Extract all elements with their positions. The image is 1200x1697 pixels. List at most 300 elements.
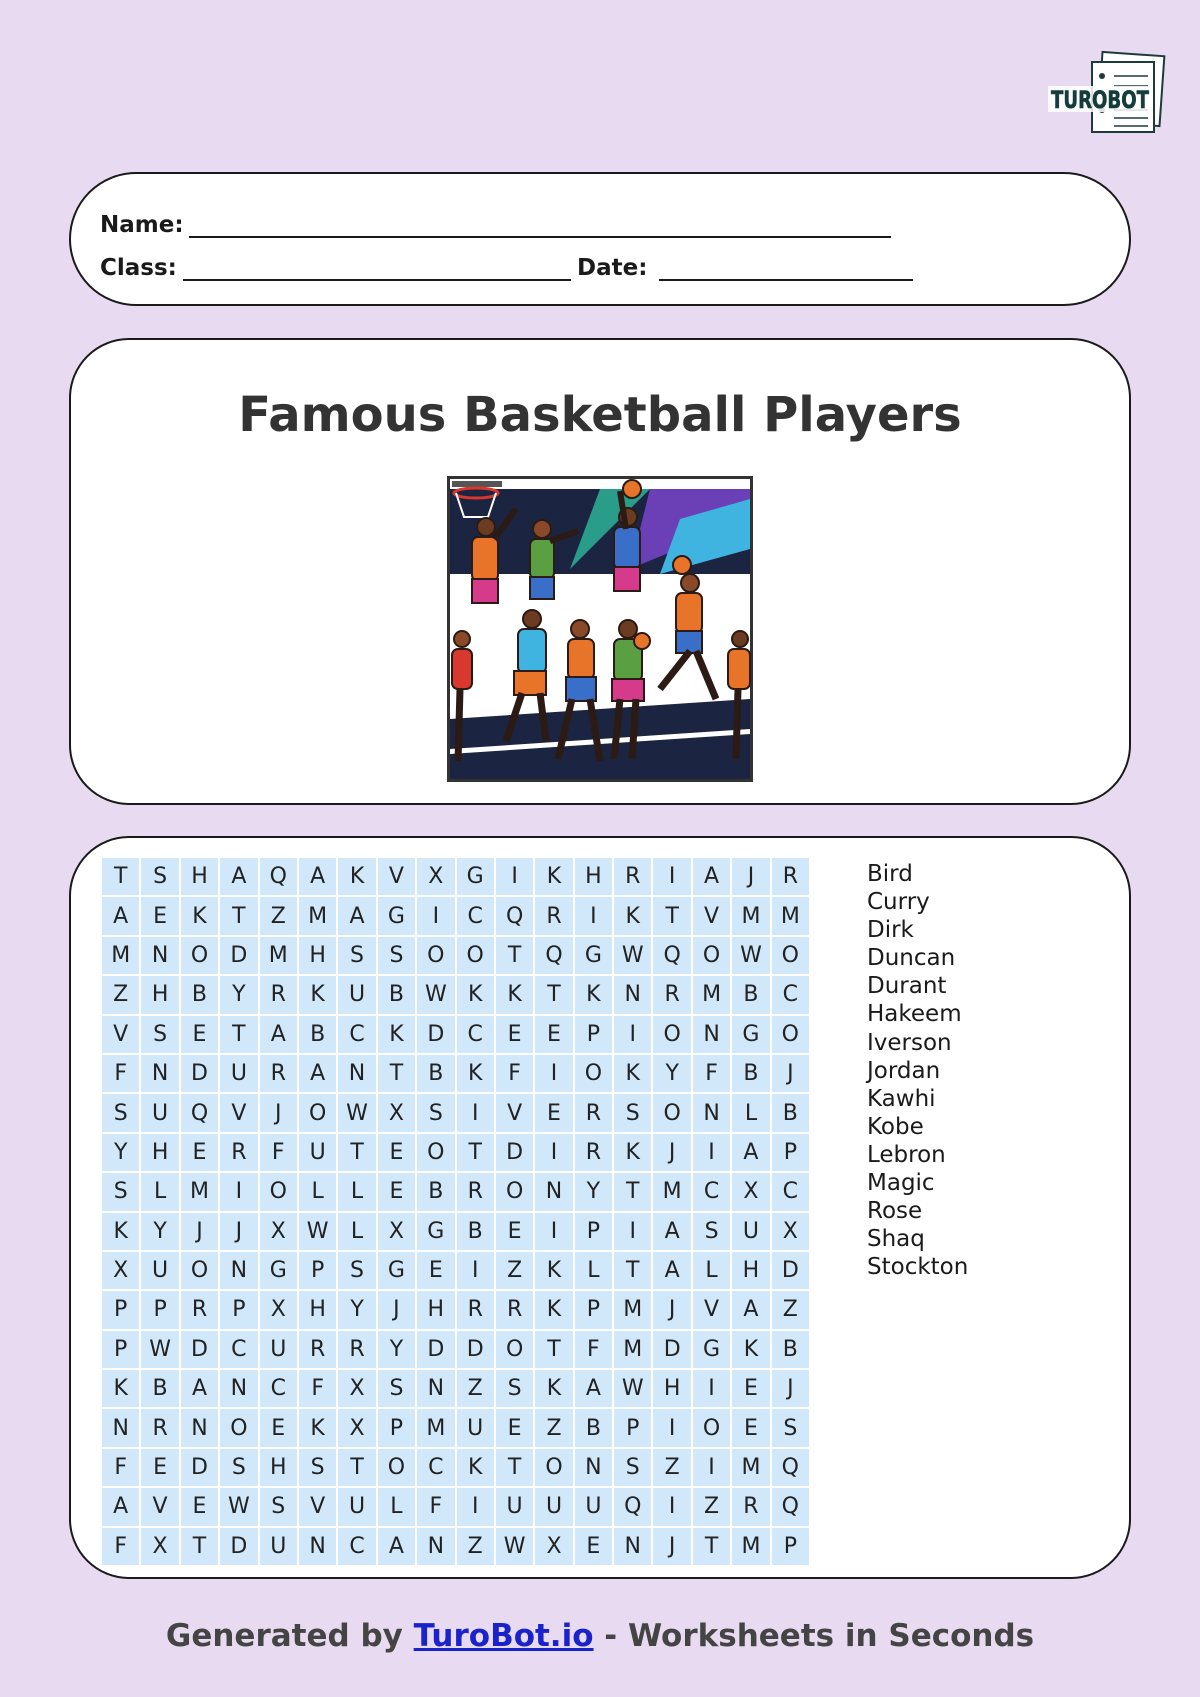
grid-cell[interactable]: R [535,897,572,934]
date-line[interactable] [659,279,913,281]
grid-cell[interactable]: B [732,1055,769,1092]
grid-cell[interactable]: S [141,858,178,895]
grid-cell[interactable]: S [220,1449,257,1486]
grid-cell[interactable]: E [535,1094,572,1131]
grid-cell[interactable]: H [299,937,336,974]
grid-cell[interactable]: K [181,897,218,934]
grid-cell[interactable]: I [457,1252,494,1289]
grid-cell[interactable]: A [102,897,139,934]
grid-cell[interactable]: Y [220,976,257,1013]
grid-cell[interactable]: N [417,1370,454,1407]
grid-cell[interactable]: B [378,976,415,1013]
grid-cell[interactable]: O [181,1252,218,1289]
grid-cell[interactable]: P [772,1528,809,1565]
grid-cell[interactable]: Y [575,1173,612,1210]
grid-cell[interactable]: R [575,1134,612,1171]
grid-cell[interactable]: B [417,1055,454,1092]
grid-cell[interactable]: L [378,1488,415,1525]
grid-cell[interactable]: M [732,897,769,934]
grid-cell[interactable]: J [653,1134,690,1171]
grid-cell[interactable]: B [772,1331,809,1368]
grid-cell[interactable]: A [732,1291,769,1328]
grid-cell[interactable]: V [378,858,415,895]
grid-cell[interactable]: N [417,1528,454,1565]
grid-cell[interactable]: A [653,1252,690,1289]
grid-cell[interactable]: I [575,897,612,934]
grid-cell[interactable]: E [378,1173,415,1210]
grid-cell[interactable]: U [260,1331,297,1368]
grid-cell[interactable]: M [417,1409,454,1446]
grid-cell[interactable]: M [181,1173,218,1210]
grid-cell[interactable]: O [260,1173,297,1210]
grid-cell[interactable]: D [653,1331,690,1368]
grid-cell[interactable]: N [575,1449,612,1486]
grid-cell[interactable]: H [417,1291,454,1328]
grid-cell[interactable]: N [220,1370,257,1407]
grid-cell[interactable]: I [653,858,690,895]
grid-cell[interactable]: H [575,858,612,895]
grid-cell[interactable]: U [535,1488,572,1525]
grid-cell[interactable]: T [220,1016,257,1053]
grid-cell[interactable]: K [378,1016,415,1053]
grid-cell[interactable]: E [141,1449,178,1486]
grid-cell[interactable]: S [496,1370,533,1407]
grid-cell[interactable]: Y [338,1291,375,1328]
grid-cell[interactable]: U [338,1488,375,1525]
grid-cell[interactable]: K [457,1055,494,1092]
grid-cell[interactable]: F [102,1055,139,1092]
grid-cell[interactable]: O [496,1173,533,1210]
grid-cell[interactable]: X [378,1094,415,1131]
grid-cell[interactable]: J [772,1370,809,1407]
grid-cell[interactable]: P [102,1291,139,1328]
grid-cell[interactable]: P [299,1252,336,1289]
grid-cell[interactable]: X [260,1213,297,1250]
grid-cell[interactable]: A [653,1213,690,1250]
grid-cell[interactable]: P [575,1291,612,1328]
grid-cell[interactable]: H [141,1134,178,1171]
grid-cell[interactable]: S [378,1370,415,1407]
grid-cell[interactable]: F [575,1331,612,1368]
grid-cell[interactable]: S [693,1213,730,1250]
grid-cell[interactable]: D [181,1331,218,1368]
grid-cell[interactable]: F [102,1449,139,1486]
grid-cell[interactable]: W [496,1528,533,1565]
grid-cell[interactable]: I [496,858,533,895]
grid-cell[interactable]: L [338,1173,375,1210]
grid-cell[interactable]: O [653,1016,690,1053]
grid-cell[interactable]: I [535,1055,572,1092]
grid-cell[interactable]: S [417,1094,454,1131]
grid-cell[interactable]: I [693,1370,730,1407]
grid-cell[interactable]: O [220,1409,257,1446]
grid-cell[interactable]: U [299,1134,336,1171]
grid-cell[interactable]: W [299,1213,336,1250]
grid-cell[interactable]: Z [653,1449,690,1486]
grid-cell[interactable]: C [772,1173,809,1210]
grid-cell[interactable]: Y [102,1134,139,1171]
grid-cell[interactable]: D [220,1528,257,1565]
grid-cell[interactable]: F [417,1488,454,1525]
grid-cell[interactable]: H [141,976,178,1013]
turobot-link[interactable]: TuroBot.io [413,1618,594,1654]
grid-cell[interactable]: K [102,1213,139,1250]
grid-cell[interactable]: V [299,1488,336,1525]
grid-cell[interactable]: F [260,1134,297,1171]
grid-cell[interactable]: I [693,1134,730,1171]
grid-cell[interactable]: S [614,1094,651,1131]
grid-cell[interactable]: E [732,1409,769,1446]
grid-cell[interactable]: N [614,976,651,1013]
grid-cell[interactable]: K [496,976,533,1013]
grid-cell[interactable]: D [457,1331,494,1368]
grid-cell[interactable]: U [141,1094,178,1131]
grid-cell[interactable]: E [181,1016,218,1053]
grid-cell[interactable]: K [614,1134,651,1171]
grid-cell[interactable]: K [614,897,651,934]
grid-cell[interactable]: A [299,858,336,895]
grid-cell[interactable]: S [338,937,375,974]
grid-cell[interactable]: Z [260,897,297,934]
grid-cell[interactable]: F [299,1370,336,1407]
name-line[interactable] [189,236,891,238]
grid-cell[interactable]: S [378,937,415,974]
grid-cell[interactable]: O [772,937,809,974]
grid-cell[interactable]: K [338,858,375,895]
grid-cell[interactable]: K [102,1370,139,1407]
grid-cell[interactable]: Q [260,858,297,895]
grid-cell[interactable]: N [141,937,178,974]
grid-cell[interactable]: K [575,976,612,1013]
grid-cell[interactable]: T [220,897,257,934]
grid-cell[interactable]: U [141,1252,178,1289]
grid-cell[interactable]: Z [102,976,139,1013]
grid-cell[interactable]: M [732,1528,769,1565]
grid-cell[interactable]: V [102,1016,139,1053]
grid-cell[interactable]: S [102,1094,139,1131]
grid-cell[interactable]: T [338,1449,375,1486]
grid-cell[interactable]: I [220,1173,257,1210]
grid-cell[interactable]: A [220,858,257,895]
grid-cell[interactable]: O [496,1331,533,1368]
grid-cell[interactable]: T [338,1134,375,1171]
grid-cell[interactable]: O [653,1094,690,1131]
grid-cell[interactable]: B [732,976,769,1013]
grid-cell[interactable]: G [457,858,494,895]
grid-cell[interactable]: Z [457,1528,494,1565]
grid-cell[interactable]: O [299,1094,336,1131]
grid-cell[interactable]: X [338,1370,375,1407]
grid-cell[interactable]: D [220,937,257,974]
grid-cell[interactable]: L [732,1094,769,1131]
grid-cell[interactable]: G [260,1252,297,1289]
grid-cell[interactable]: R [457,1173,494,1210]
grid-cell[interactable]: E [181,1488,218,1525]
grid-cell[interactable]: E [535,1016,572,1053]
grid-cell[interactable]: O [772,1016,809,1053]
grid-cell[interactable]: K [457,976,494,1013]
grid-cell[interactable]: G [378,1252,415,1289]
grid-cell[interactable]: W [141,1331,178,1368]
grid-cell[interactable]: Y [378,1331,415,1368]
grid-cell[interactable]: S [141,1016,178,1053]
grid-cell[interactable]: M [614,1291,651,1328]
grid-cell[interactable]: P [378,1409,415,1446]
grid-cell[interactable]: P [141,1291,178,1328]
grid-cell[interactable]: R [141,1409,178,1446]
grid-cell[interactable]: D [417,1331,454,1368]
grid-cell[interactable]: P [614,1409,651,1446]
grid-cell[interactable]: R [575,1094,612,1131]
grid-cell[interactable]: P [575,1016,612,1053]
grid-cell[interactable]: G [378,897,415,934]
grid-cell[interactable]: D [181,1055,218,1092]
grid-cell[interactable]: O [693,1409,730,1446]
grid-cell[interactable]: C [693,1173,730,1210]
grid-cell[interactable]: P [220,1291,257,1328]
grid-cell[interactable]: J [772,1055,809,1092]
grid-cell[interactable]: E [141,897,178,934]
grid-cell[interactable]: T [614,1252,651,1289]
grid-cell[interactable]: P [102,1331,139,1368]
grid-cell[interactable]: B [181,976,218,1013]
grid-cell[interactable]: X [417,858,454,895]
grid-cell[interactable]: Q [772,1449,809,1486]
grid-cell[interactable]: H [653,1370,690,1407]
grid-cell[interactable]: I [457,1488,494,1525]
grid-cell[interactable]: G [732,1016,769,1053]
grid-cell[interactable]: B [772,1094,809,1131]
grid-cell[interactable]: K [614,1055,651,1092]
grid-cell[interactable]: C [772,976,809,1013]
grid-cell[interactable]: B [299,1016,336,1053]
grid-cell[interactable]: A [575,1370,612,1407]
grid-cell[interactable]: R [732,1488,769,1525]
grid-cell[interactable]: L [575,1252,612,1289]
grid-cell[interactable]: R [181,1291,218,1328]
grid-cell[interactable]: F [102,1528,139,1565]
grid-cell[interactable]: A [299,1055,336,1092]
grid-cell[interactable]: B [457,1213,494,1250]
grid-cell[interactable]: L [693,1252,730,1289]
grid-cell[interactable]: G [693,1331,730,1368]
grid-cell[interactable]: E [260,1409,297,1446]
grid-cell[interactable]: D [181,1449,218,1486]
grid-cell[interactable]: M [260,937,297,974]
grid-cell[interactable]: I [457,1094,494,1131]
grid-cell[interactable]: S [614,1449,651,1486]
grid-cell[interactable]: K [299,1409,336,1446]
grid-cell[interactable]: J [181,1213,218,1250]
grid-cell[interactable]: R [260,976,297,1013]
grid-cell[interactable]: R [338,1331,375,1368]
grid-cell[interactable]: Q [496,897,533,934]
grid-cell[interactable]: V [496,1094,533,1131]
grid-cell[interactable]: E [378,1134,415,1171]
grid-cell[interactable]: T [535,976,572,1013]
grid-cell[interactable]: P [575,1213,612,1250]
grid-cell[interactable]: N [141,1055,178,1092]
grid-cell[interactable]: J [653,1291,690,1328]
grid-cell[interactable]: T [653,897,690,934]
grid-cell[interactable]: T [102,858,139,895]
grid-cell[interactable]: U [575,1488,612,1525]
grid-cell[interactable]: C [457,897,494,934]
grid-cell[interactable]: X [378,1213,415,1250]
grid-cell[interactable]: X [141,1528,178,1565]
grid-cell[interactable]: A [693,858,730,895]
grid-cell[interactable]: O [535,1449,572,1486]
grid-cell[interactable]: L [141,1173,178,1210]
grid-cell[interactable]: O [181,937,218,974]
grid-cell[interactable]: O [457,937,494,974]
grid-cell[interactable]: Q [653,937,690,974]
class-line[interactable] [183,279,571,281]
grid-cell[interactable]: I [614,1016,651,1053]
grid-cell[interactable]: E [181,1134,218,1171]
grid-cell[interactable]: I [535,1134,572,1171]
grid-cell[interactable]: R [772,858,809,895]
grid-cell[interactable]: D [772,1252,809,1289]
grid-cell[interactable]: T [614,1173,651,1210]
grid-cell[interactable]: M [653,1173,690,1210]
grid-cell[interactable]: A [181,1370,218,1407]
grid-cell[interactable]: E [732,1370,769,1407]
grid-cell[interactable]: Z [693,1488,730,1525]
grid-cell[interactable]: O [693,937,730,974]
grid-cell[interactable]: W [614,937,651,974]
grid-cell[interactable]: T [693,1528,730,1565]
grid-cell[interactable]: I [653,1409,690,1446]
grid-cell[interactable]: E [575,1528,612,1565]
grid-cell[interactable]: J [220,1213,257,1250]
grid-cell[interactable]: A [378,1528,415,1565]
grid-cell[interactable]: C [338,1528,375,1565]
grid-cell[interactable]: S [260,1488,297,1525]
grid-cell[interactable]: I [693,1449,730,1486]
grid-cell[interactable]: K [535,1252,572,1289]
grid-cell[interactable]: T [496,1449,533,1486]
grid-cell[interactable]: Q [535,937,572,974]
grid-cell[interactable]: F [496,1055,533,1092]
grid-cell[interactable]: M [102,937,139,974]
grid-cell[interactable]: V [693,897,730,934]
grid-cell[interactable]: M [614,1331,651,1368]
grid-cell[interactable]: O [378,1449,415,1486]
grid-cell[interactable]: E [496,1213,533,1250]
grid-cell[interactable]: R [457,1291,494,1328]
grid-cell[interactable]: C [338,1016,375,1053]
grid-cell[interactable]: R [614,858,651,895]
grid-cell[interactable]: W [417,976,454,1013]
grid-cell[interactable]: V [141,1488,178,1525]
grid-cell[interactable]: B [141,1370,178,1407]
grid-cell[interactable]: P [772,1134,809,1171]
grid-cell[interactable]: X [338,1409,375,1446]
grid-cell[interactable]: S [102,1173,139,1210]
grid-cell[interactable]: S [772,1409,809,1446]
grid-cell[interactable]: Z [496,1252,533,1289]
grid-cell[interactable]: V [693,1291,730,1328]
grid-cell[interactable]: O [417,1134,454,1171]
grid-cell[interactable]: H [299,1291,336,1328]
grid-cell[interactable]: X [732,1173,769,1210]
grid-cell[interactable]: X [772,1213,809,1250]
grid-cell[interactable]: G [417,1213,454,1250]
grid-cell[interactable]: N [693,1016,730,1053]
grid-cell[interactable]: M [299,897,336,934]
grid-cell[interactable]: K [457,1449,494,1486]
grid-cell[interactable]: S [299,1449,336,1486]
grid-cell[interactable]: O [575,1055,612,1092]
grid-cell[interactable]: U [220,1055,257,1092]
grid-cell[interactable]: X [102,1252,139,1289]
grid-cell[interactable]: R [653,976,690,1013]
grid-cell[interactable]: B [417,1173,454,1210]
grid-cell[interactable]: J [653,1528,690,1565]
grid-cell[interactable]: T [378,1055,415,1092]
grid-cell[interactable]: K [535,1370,572,1407]
grid-cell[interactable]: T [457,1134,494,1171]
grid-cell[interactable]: M [693,976,730,1013]
grid-cell[interactable]: I [535,1213,572,1250]
grid-cell[interactable]: N [102,1409,139,1446]
grid-cell[interactable]: W [614,1370,651,1407]
grid-cell[interactable]: Z [457,1370,494,1407]
grid-cell[interactable]: I [653,1488,690,1525]
grid-cell[interactable]: N [299,1528,336,1565]
grid-cell[interactable]: K [535,858,572,895]
grid-cell[interactable]: C [417,1449,454,1486]
grid-cell[interactable]: J [260,1094,297,1131]
grid-cell[interactable]: N [181,1409,218,1446]
grid-cell[interactable]: Y [141,1213,178,1250]
grid-cell[interactable]: G [575,937,612,974]
grid-cell[interactable]: R [299,1331,336,1368]
grid-cell[interactable]: M [772,897,809,934]
grid-cell[interactable]: N [614,1528,651,1565]
grid-cell[interactable]: N [693,1094,730,1131]
grid-cell[interactable]: K [732,1331,769,1368]
grid-cell[interactable]: I [614,1213,651,1250]
grid-cell[interactable]: R [220,1134,257,1171]
grid-cell[interactable]: U [457,1409,494,1446]
grid-cell[interactable]: A [732,1134,769,1171]
grid-cell[interactable]: O [417,937,454,974]
grid-cell[interactable]: U [260,1528,297,1565]
grid-cell[interactable]: Q [614,1488,651,1525]
grid-cell[interactable]: W [732,937,769,974]
grid-cell[interactable]: U [732,1213,769,1250]
grid-cell[interactable]: W [220,1488,257,1525]
grid-cell[interactable]: E [496,1016,533,1053]
grid-cell[interactable]: K [299,976,336,1013]
grid-cell[interactable]: N [338,1055,375,1092]
grid-cell[interactable]: A [102,1488,139,1525]
grid-cell[interactable]: E [496,1409,533,1446]
grid-cell[interactable]: U [338,976,375,1013]
grid-cell[interactable]: L [299,1173,336,1210]
grid-cell[interactable]: N [220,1252,257,1289]
grid-cell[interactable]: H [181,858,218,895]
grid-cell[interactable]: A [338,897,375,934]
grid-cell[interactable]: X [260,1291,297,1328]
grid-cell[interactable]: A [260,1016,297,1053]
grid-cell[interactable]: Q [181,1094,218,1131]
grid-cell[interactable]: K [535,1291,572,1328]
grid-cell[interactable]: I [417,897,454,934]
grid-cell[interactable]: C [260,1370,297,1407]
